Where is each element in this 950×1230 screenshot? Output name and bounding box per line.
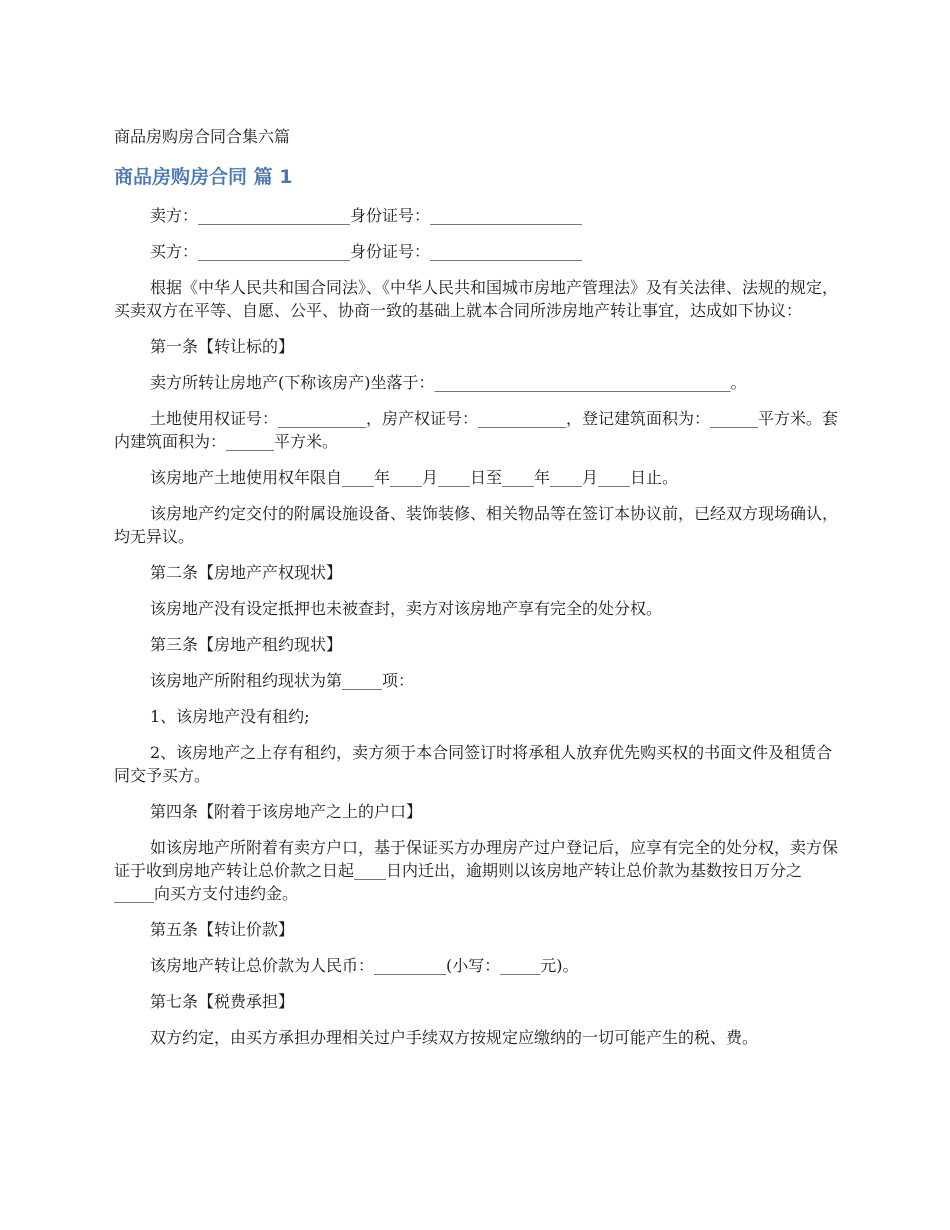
lease-option-1: 1、该房地产没有租约; — [150, 707, 310, 726]
property-location-paragraph: 卖方所转让房地产(下称该房产)坐落于：_____________________________________。 — [150, 373, 747, 392]
household-registration-paragraph: 如该房地产所附着有卖方户口，基于保证买方办理房产过户登记后，应享有完全的处分权，卖方保证于收到房地产转让总价款之日起____日内迁出，逾期则以该房地产转让总价款为基数按日万分之_____向买方支付违约金。 — [114, 838, 839, 903]
lease-status-paragraph: 该房地产所附租约现状为第_____项： — [150, 671, 415, 690]
article-4-heading: 第四条【附着于该房地产之上的户口】 — [150, 802, 423, 821]
transfer-price-paragraph: 该房地产转让总价款为人民币：_________(小写：_____元)。 — [150, 956, 579, 975]
article-1-heading: 第一条【转让标的】 — [150, 337, 295, 356]
contract-body — [114, 204, 840, 1062]
article-3-heading: 第三条【房地产租约现状】 — [150, 635, 343, 654]
attached-facilities-paragraph: 该房地产约定交付的附属设施设备、装饰装修、相关物品等在签订本协议前，已经双方现场确认，均无异议。 — [114, 504, 839, 546]
article-7-heading: 第七条【税费承担】 — [150, 992, 295, 1011]
article-2-heading: 第二条【房地产产权现状】 — [150, 563, 343, 582]
land-use-term-paragraph: 该房地产土地使用权年限自____年____月____日至____年____月____日止。 — [150, 468, 679, 487]
preamble-paragraph: 根据《中华人民共和国合同法》、《中华人民共和国城市房地产管理法》及有关法律、法规的规定，买卖双方在平等、自愿、公平、协商一致的基础上就本合同所涉房地产转让事宜，达成如下协议： — [114, 278, 839, 320]
document-title: 商品房购房合同合集六篇 — [114, 127, 291, 146]
article-5-heading: 第五条【转让价款】 — [150, 920, 295, 939]
certificate-area-paragraph: 土地使用权证号：___________，房产权证号：___________，登记建筑面积为：______平方米。套内建筑面积为：______平方米。 — [114, 409, 839, 451]
seller-line: 卖方：___________________身份证号：___________________ — [150, 206, 583, 225]
section-heading: 商品房购房合同 篇 1 — [114, 166, 293, 188]
tax-paragraph: 双方约定，由买方承担办理相关过户手续双方按规定应缴纳的一切可能产生的税、费。 — [150, 1028, 759, 1047]
lease-option-2: 2、该房地产之上存有租约，卖方须于本合同签订时将承租人放弃优先购买权的书面文件及租赁合同交予买方。 — [114, 743, 833, 785]
property-rights-paragraph: 该房地产没有设定抵押也未被查封，卖方对该房地产享有完全的处分权。 — [150, 599, 663, 618]
buyer-line: 买方：___________________身份证号：___________________ — [150, 242, 583, 261]
